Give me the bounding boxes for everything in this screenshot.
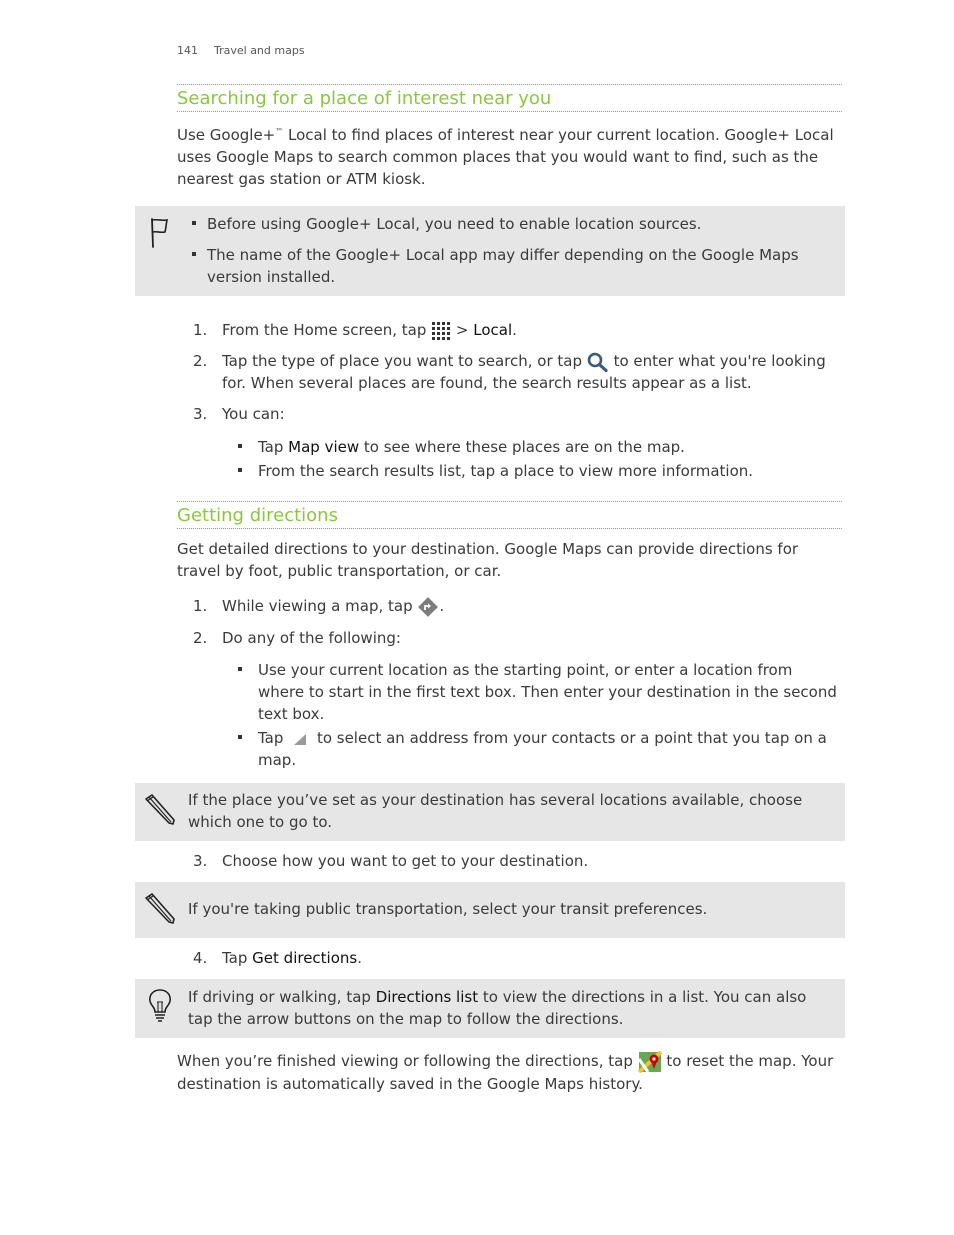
- directions-list-label: Directions list: [375, 988, 479, 1006]
- sub-bullet: Tap Map view to see where these places are on the map.: [238, 436, 840, 458]
- closing-paragraph: When you’re finished viewing or following the directions, tap to reset the map. Your destination is automatically saved in the Google Maps history.: [177, 1052, 834, 1093]
- note-text: If you're taking public transportation, select your transit preferences.: [188, 900, 708, 918]
- get-directions-label: Get directions: [252, 949, 358, 967]
- section-divider: [177, 111, 842, 112]
- note-callout: [135, 882, 845, 938]
- tip-text: If driving or walking, tap Directions list to view the directions in a list. You can also tap the arrow buttons on the map to follow the directions.: [188, 988, 807, 1028]
- sub-bullet: From the search results list, tap a place to view more information.: [238, 460, 840, 482]
- section1-intro: Use Google+™ Local to find places of interest near your current location. Google+ Local uses Google Maps to search common places that you would want to find, such as the nearest gas station or ATM kiosk.: [177, 126, 834, 188]
- maps-icon: [638, 1051, 662, 1073]
- all-apps-icon: [431, 321, 451, 341]
- local-app-label: Local: [473, 321, 513, 339]
- section2-intro: Get detailed directions to your destination. Google Maps can provide directions for travel by foot, public transportation, or car.: [177, 540, 799, 580]
- sub-bullet: Use your current location as the starting point, or enter a location from where to start in the first text box. Then enter your destination in the second text box.: [238, 659, 840, 725]
- section-title-searching: Searching for a place of interest near you: [177, 88, 552, 109]
- note-text: If the place you’ve set as your destination has several locations available, choose which one to go to.: [188, 791, 803, 831]
- section-divider: [177, 501, 842, 502]
- section-divider: [177, 84, 842, 85]
- section-divider: [177, 528, 842, 529]
- directions-icon: [417, 596, 439, 618]
- pencil-icon: [143, 792, 177, 826]
- section-title-directions: Getting directions: [177, 505, 338, 526]
- chapter-title: Travel and maps: [214, 44, 305, 57]
- map-view-label: Map view: [288, 438, 360, 456]
- page-number: 141: [177, 44, 198, 57]
- contact-picker-icon: [288, 731, 312, 747]
- note-callout: [135, 783, 845, 841]
- search-icon: [587, 352, 609, 372]
- flag-icon: [143, 216, 173, 250]
- tip-callout: [135, 979, 845, 1038]
- note-bullet: Before using Google+ Local, you need to enable location sources.: [190, 213, 835, 235]
- sub-bullet: Tap to select an address from your contacts or a point that you tap on a map.: [238, 727, 840, 771]
- note-callout: [135, 206, 845, 296]
- note-bullet: The name of the Google+ Local app may differ depending on the Google Maps version installed.: [190, 244, 835, 288]
- pencil-icon: [143, 891, 177, 925]
- lightbulb-icon: [145, 987, 175, 1023]
